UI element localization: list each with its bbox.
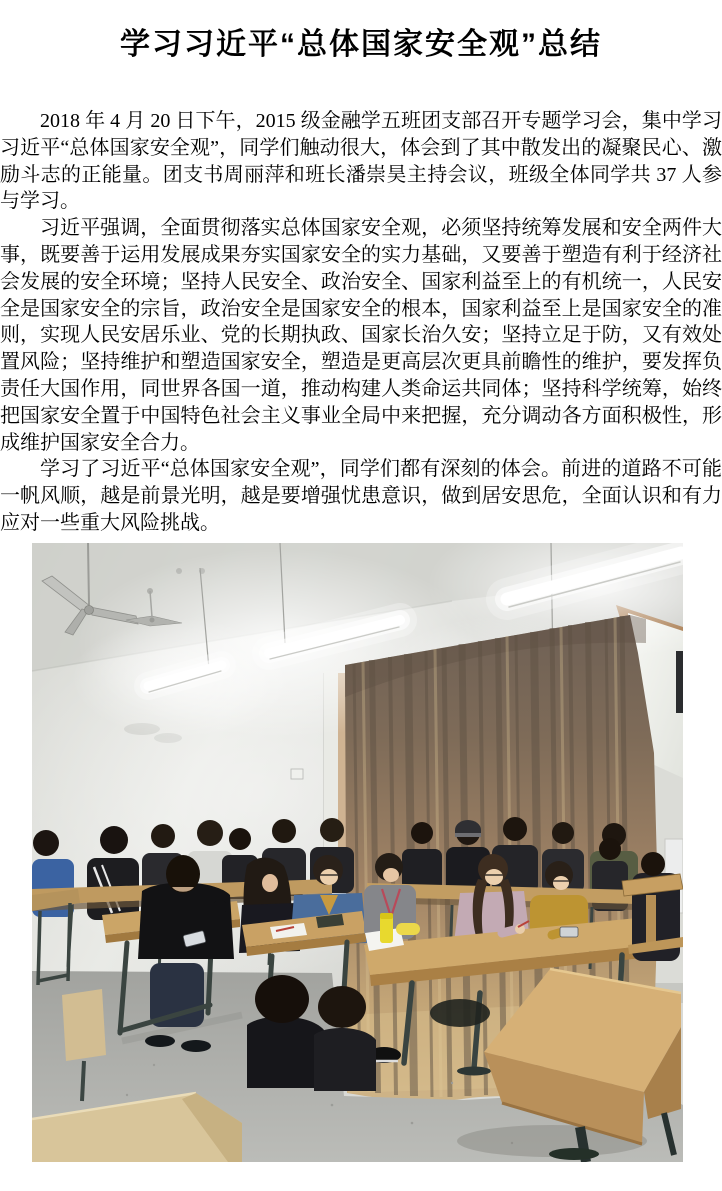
paragraph-2: 习近平强调，全面贯彻落实总体国家安全观，必须坚持统筹发展和安全两件大事，既要善于运用发展成果夯实国家安全的实力基础，又要善于塑造有利于经济社会发展的安全环境；坚持人民安全、政治安全、国家利益至上的有机统一，人民安全是国家安全的宗旨，政治安全是国家安全的根本，国家利益至上是国家安全的准则，实现人民安居乐业、党的长期执政、国家长治久安；坚持立足于防，又有效处置风险；坚持维护和塑造国家安全，塑造是更高层次更具前瞻性的维护，要发挥负责任大国作用，同世界各国一道，推动构建人类命运共同体；坚持科学统筹，始终把国家安全置于中国特色社会主义事业全局中来把握，充分调动各方面积极性，形成维护国家安全合力。 [0, 217, 722, 454]
document-body [0, 108, 722, 537]
paragraph-1: 2018 年 4 月 20 日下午，2015 级金融学五班团支部召开专题学习会，集中学习习近平“总体国家安全观”，同学们触动很大，体会到了其中散发出的凝聚民心、激励斗志的正能量。团支书周丽萍和班长潘崇昊主持会议，班级全体同学共 37 人参与学习。 [0, 110, 722, 213]
document-title: 学习习近平“总体国家安全观”总结 [120, 28, 602, 61]
classroom-photo [32, 543, 683, 1162]
photo-tv-panel [676, 651, 683, 713]
paragraph-3: 学习了习近平“总体国家安全观”，同学们都有深刻的体会。前进的道路不可能一帆风顺，越是前景光明，越是要增强忧患意识，做到居安思危，全面认识和有力应对一些重大风险挑战。 [0, 458, 722, 534]
